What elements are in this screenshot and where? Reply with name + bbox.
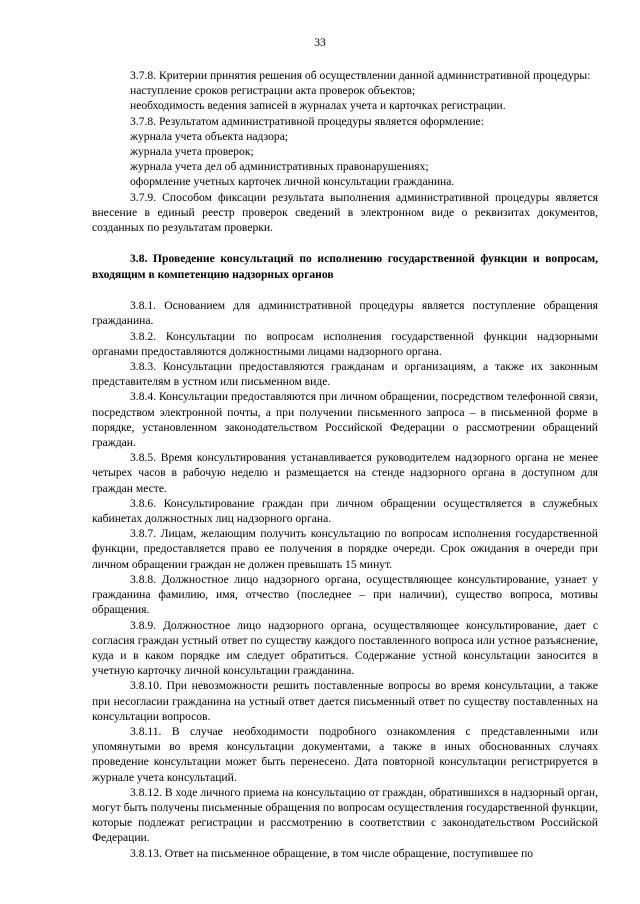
paragraph-3-8-6: 3.8.6. Консультирование граждан при личном обращении осуществляется в служебных кабинетах должностных лиц надзорного органа. — [92, 496, 598, 526]
paragraph-3-8-7: 3.8.7. Лицам, желающим получить консультацию по вопросам исполнения государственной функции, предоставляется право ее получения в порядке очереди. Срок ожидания в очереди при личном обращении граждан не должен превышать 15 минут. — [92, 527, 598, 571]
result-item-consultation-cards: оформление учетных карточек личной консультации гражданина. — [130, 175, 455, 189]
paragraph-3-8-3: 3.8.3. Консультации предоставляются гражданам и организациям, а также их законным представителям в устном или письменном виде. — [92, 360, 598, 389]
paragraph-3-7-9: 3.7.9. Способом фиксации результата выполнения административной процедуры является внесение в единый реестр проверок сведений в электронном виде о реквизитах документов, созданных по результатам проверки. — [92, 190, 598, 235]
paragraph-3-7-8-criteria: 3.7.8. Критерии принятия решения об осуществлении данной административной процедуры: — [130, 69, 591, 82]
document-body — [92, 68, 598, 861]
paragraph-3-8-9: 3.8.9. Должностное лицо надзорного органа, осуществляющее консультирование, дает с согласия граждан устный ответ по существу каждого поставленного вопроса или устное разъяснение, куда и в каком порядке им следует обратиться. Содержание устной консультации заносится в учетную карточку личной консультации гражданина. — [92, 618, 598, 678]
paragraph-3-8-12: 3.8.12. В ходе личного приема на консультацию от граждан, обратившихся в надзорный орган, могут быть получены письменные обращения по вопросам осуществления государственной функции, которые подлежат регистрации и рассмотрению в соответствии с законодательством Российской Федерации. — [92, 785, 598, 845]
result-item-inspections-journal: журнала учета проверок; — [130, 145, 254, 159]
paragraph-3-8-5: 3.8.5. Время консультирования устанавливается руководителем надзорного органа не менее четырех часов в рабочую неделю и размещается на стенде надзорного органа в доступном для граждан месте. — [92, 451, 598, 495]
paragraph-3-8-11: 3.8.11. В случае необходимости подробного ознакомления с представленными или упомянутыми во время консультации документами, а также в иных обоснованных случаях проведение консультации может быть перенесено. Дата повторной консультации регистрируется в журнале учета консультаций. — [92, 724, 598, 784]
result-item-object-journal: журнала учета объекта надзора; — [130, 129, 289, 143]
paragraph-3-8-8: 3.8.8. Должностное лицо надзорного органа, осуществляющее консультирование, узнает у гражданина фамилию, имя, отчество (последнее – при наличии), существо вопроса, мотивы обращения. — [92, 572, 598, 617]
criteria-item-deadline: наступление сроков регистрации акта проверок объектов; — [130, 84, 416, 98]
paragraph-3-7-8-result: 3.7.8. Результатом административной процедуры является оформление: — [130, 114, 484, 128]
paragraph-3-8-1: 3.8.1. Основанием для административной процедуры является поступление обращения гражданина. — [92, 299, 598, 328]
result-item-offenses-journal: журнала учета дел об административных правонарушениях; — [130, 160, 429, 174]
section-heading-3-8: 3.8. Проведение консультаций по исполнению государственной функции и вопросам, входящим в компетенцию надзорных органов — [92, 252, 598, 282]
page-number: 33 — [314, 36, 326, 49]
paragraph-3-8-2: 3.8.2. Консультации по вопросам исполнения государственной функции надзорными органами предоставляются должностными лицами надзорного органа. — [92, 329, 598, 358]
paragraph-3-8-4: 3.8.4. Консультации предоставляются при личном обращении, посредством телефонной связи, посредством электронной почты, а при получении письменного запроса – в письменной форме в порядке, установленном законодательством Российской Федерации о рассмотрении обращений граждан. — [92, 390, 598, 450]
paragraph-3-8-13: 3.8.13. Ответ на письменное обращение, в том числе обращение, поступившее по — [130, 846, 534, 860]
criteria-item-records: необходимость ведения записей в журналах учета и карточках регистрации. — [130, 99, 506, 113]
paragraph-3-8-10: 3.8.10. При невозможности решить поставленные вопросы во время консультации, а также при несогласии гражданина на устный ответ дается письменный ответ по существу поставленных на консультации вопросов. — [92, 679, 598, 723]
